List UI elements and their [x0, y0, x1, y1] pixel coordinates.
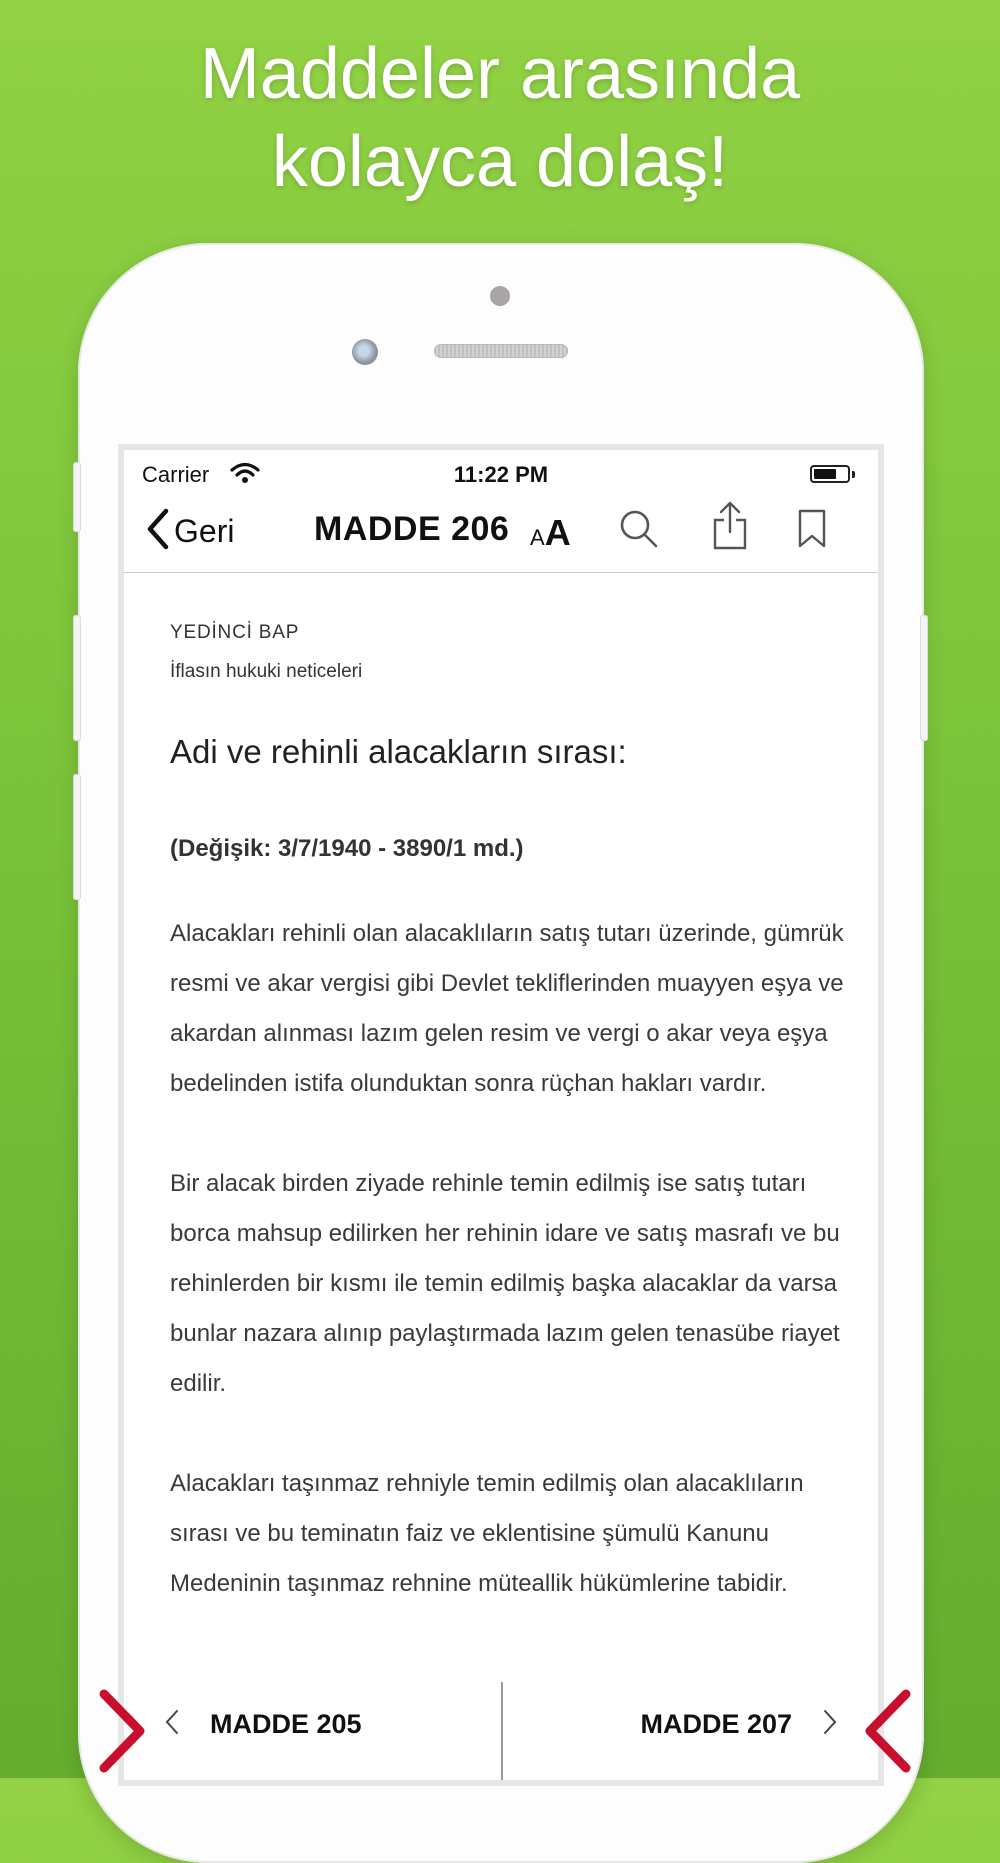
article-pager	[124, 1682, 878, 1780]
navigation-bar	[124, 494, 878, 573]
battery-level	[814, 469, 836, 479]
chevron-left-icon	[164, 1708, 180, 1741]
amendment-note: (Değişik: 3/7/1940 - 3890/1 md.)	[170, 835, 524, 862]
previous-article-label: MADDE 205	[210, 1708, 362, 1739]
app-screen	[124, 450, 878, 1780]
back-button-label: Geri	[174, 512, 235, 549]
promo-headline	[0, 30, 1000, 206]
font-size-button[interactable]	[530, 512, 571, 554]
back-button[interactable]	[146, 508, 234, 554]
bookmark-icon[interactable]	[796, 508, 828, 555]
battery-tip	[852, 471, 855, 478]
section-heading: YEDİNCİ BAP	[170, 622, 300, 643]
proximity-sensor	[490, 286, 510, 306]
promo-headline-line2: kolayca dolaş!	[271, 122, 729, 202]
search-icon[interactable]	[618, 506, 660, 557]
previous-article-button[interactable]	[164, 1682, 362, 1766]
phone-side-button-mute	[73, 462, 81, 532]
phone-side-button-power	[920, 615, 928, 741]
promo-headline-line1: Maddeler arasında	[199, 34, 801, 114]
article-paragraph: Alacakları taşınmaz rehniyle temin edilmiş olan alacaklıların sırası ve bu teminatın faiz ve eklentisine şümulü Kanunu Medeninin taşınmaz rehnine müteallik hükümlerine tabidir.	[170, 1470, 804, 1597]
phone-side-button-volume-down	[73, 774, 81, 900]
chevron-right-icon	[822, 1708, 838, 1741]
next-article-button[interactable]	[640, 1682, 838, 1766]
promo-arrow-right-icon	[98, 1688, 148, 1779]
page-title: MADDE 206	[314, 510, 510, 548]
font-size-small-label: A	[530, 525, 545, 550]
status-bar	[124, 450, 878, 490]
pager-divider	[501, 1682, 503, 1780]
chevron-left-icon	[146, 507, 170, 556]
article-content	[170, 622, 850, 1609]
status-time: 11:22 PM	[453, 462, 549, 487]
article-paragraph: Alacakları rehinli olan alacaklıların satış tutarı üzerinde, gümrük resmi ve akar vergisi gibi Devlet tekliflerinden muayyen eşya ve akardan alınması lazım gelen resim ve vergi o akar veya eşya bedelinden istifa olunduktan sonra rüçhan hakları vardır.	[170, 920, 844, 1097]
subsection-heading: İflasın hukuki neticeleri	[170, 661, 363, 682]
article-title: Adi ve rehinli alacakların sırası:	[170, 733, 627, 770]
next-article-label: MADDE 207	[640, 1708, 792, 1739]
earpiece-speaker	[434, 344, 568, 358]
font-size-big-label: A	[544, 512, 571, 553]
promo-arrow-left-icon	[862, 1688, 912, 1779]
carrier-label: Carrier	[142, 462, 210, 487]
front-camera	[352, 339, 378, 365]
share-icon[interactable]	[712, 500, 748, 557]
phone-side-button-volume-up	[73, 615, 81, 741]
article-paragraph: Bir alacak birden ziyade rehinle temin edilmiş ise satış tutarı borca mahsup edilirken her rehinin idare ve satış masrafı ve bu rehinlerden bir kısmı ile temin edilmiş başka alacaklar da varsa bunlar nazara alınıp paylaştırmada lazım gelen tenasübe riayet edilir.	[170, 1170, 840, 1397]
battery-icon	[810, 465, 850, 483]
